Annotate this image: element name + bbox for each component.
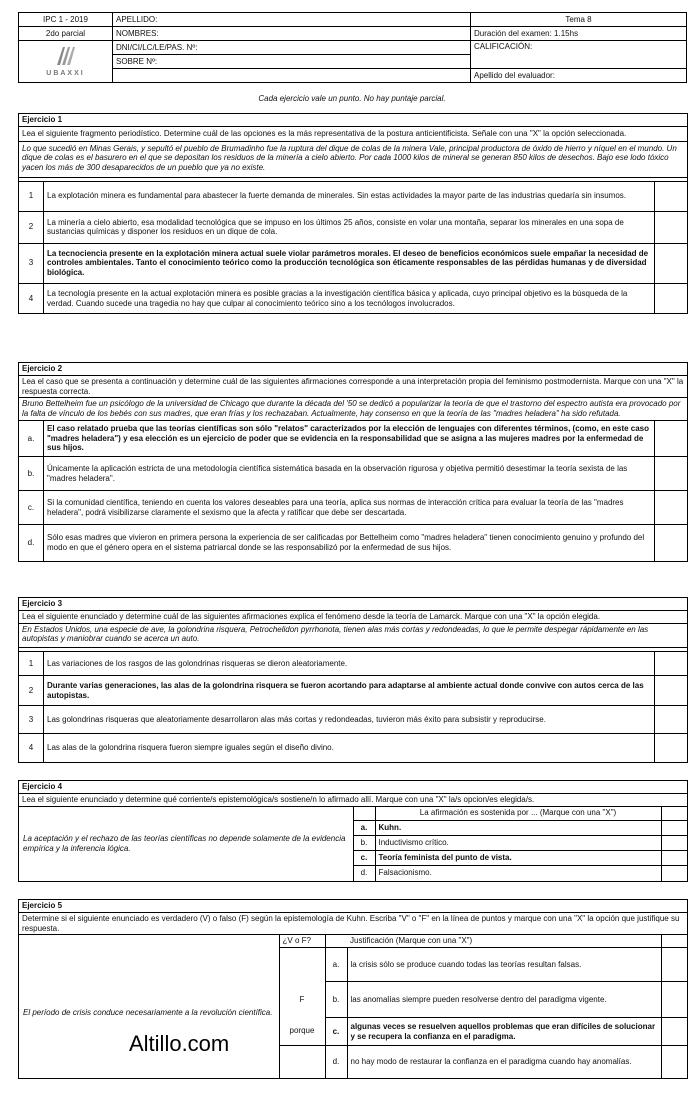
answer-box[interactable]: [661, 866, 687, 881]
answer-box[interactable]: [655, 181, 688, 211]
option-text: algunas veces se resuelven aquellos problemas que eran difíciles de solucionar y se recupera la confianza en el paradigma.: [347, 1018, 661, 1046]
answer-box[interactable]: [661, 1046, 687, 1078]
exercise-5-table: [19, 935, 687, 1077]
exam-label: 2do parcial: [19, 27, 113, 41]
nombres-field[interactable]: NOMBRES:: [113, 27, 471, 41]
option-number: 3: [19, 243, 44, 283]
option-text: Si la comunidad científica, teniendo en cuenta los valores deseables para una teoría, aplica sus normas de interacción crítica para evaluar la teoría de las "madres heladera", podrá visibilizarse claramente el sexismo que la afecta y ratificar que debe ser descartada.: [44, 491, 655, 525]
option-text: Sólo esas madres que vivieron en primera persona la experiencia de ser calificadas por Bettelheim como "madres heladera" tienen conocimiento genuino y profundo del modo en que el género opera en el sistema patriarcal donde se las responsabilizó por la enfermedad de sus hijos.: [44, 525, 655, 561]
watermark: Altillo.com: [129, 1030, 230, 1056]
option-letter: a.: [19, 421, 44, 457]
answer-box[interactable]: [661, 982, 687, 1018]
logo-text: UBAXXI: [46, 69, 85, 77]
evaluador-field[interactable]: Apellido del evaluador:: [471, 69, 687, 83]
answer-box[interactable]: [655, 706, 688, 734]
option-text: las anomalías siempre pueden resolverse dentro del paradigma vigente.: [347, 982, 661, 1018]
exercise-4-title: Ejercicio 4: [19, 781, 687, 794]
answer-box[interactable]: [661, 851, 687, 866]
answer-box[interactable]: [655, 734, 688, 762]
exercise-4-statement: La aceptación y el rechazo de las teorías científicas no depende solamente de la evidencia empírica y la inferencia lógica.: [19, 807, 353, 881]
answer-box[interactable]: [655, 525, 688, 561]
logo-emblem-icon: [51, 45, 81, 67]
option-letter: c.: [325, 1018, 347, 1046]
option-text: Las variaciones de los rasgos de las golondrinas risqueras se dieron aleatoriamente.: [44, 652, 655, 676]
exercise-2-text: Bruno Bettelheim fue un psicólogo de la universidad de Chicago que durante la década del '50 se dedicó a popularizar la teoría de que el trastorno del espectro autista era provocado por la falta de vínculo de los bebés con sus madres, que eran frías y los rechazaban. Actualmente, hay consenso en que la teoría de las "madres heladera" ha sido refutada.: [19, 398, 687, 421]
option-number: 1: [19, 652, 44, 676]
answer-box[interactable]: [655, 652, 688, 676]
exercise-1-text: Lo que sucedió en Minas Gerais, y sepultó el pueblo de Brumadinho fue la ruptura del dique de colas de la minera Vale, principal productora de óxido de hierro y níquel en el mundo. Un dique de colas es el basurero en el que se depositan los residuos de la minería a cielo abierto. Por cada 1000 kilos de mineral se generan 850 kilos de desechos. Bajo ese lodo tóxico yacen los más de 300 desaparecidos de un pueblo que ya no existe.: [19, 142, 687, 178]
porque-label: porque: [279, 1018, 325, 1046]
answer-box[interactable]: [655, 421, 688, 457]
answer-box[interactable]: [661, 836, 687, 851]
scoring-note: Cada ejercicio vale un punto. No hay puntaje parcial.: [258, 94, 446, 103]
vf-header: ¿V o F?: [279, 935, 325, 947]
exam-header: [18, 12, 687, 83]
option-letter: b.: [353, 836, 375, 851]
justification-header: Justificación (Marque con una "X"): [347, 935, 661, 947]
answer-box[interactable]: [655, 491, 688, 525]
option-letter: a.: [325, 948, 347, 982]
exercise-2-options: [19, 421, 687, 561]
exercise-5-cell: [19, 948, 279, 1078]
answer-box[interactable]: [655, 283, 688, 313]
option-letter: b.: [19, 457, 44, 491]
duracion-label: Duración del examen: 1.15hs: [471, 27, 687, 41]
option-letter: d.: [325, 1046, 347, 1078]
option-text: Teoría feminista del punto de vista.: [375, 851, 661, 866]
option-letter: c.: [19, 491, 44, 525]
course-label: IPC 1 - 2019: [19, 13, 113, 27]
answer-box[interactable]: [655, 211, 688, 243]
exercise-4-col-header: La afirmación es sostenida por ... (Marque con una "X"): [375, 807, 661, 821]
option-text: no hay modo de restaurar la confianza en el paradigma cuando hay anomalías.: [347, 1046, 661, 1078]
blank-field: [113, 69, 471, 83]
exercise-1-options: [19, 181, 687, 314]
option-number: 2: [19, 676, 44, 706]
option-letter: d.: [19, 525, 44, 561]
option-text: Las alas de la golondrina risquera fueron siempre iguales según el diseño divino.: [44, 734, 655, 762]
option-number: 4: [19, 283, 44, 313]
option-number: 2: [19, 211, 44, 243]
option-text: Durante varias generaciones, las alas de la golondrina risquera se fueron acortando para adaptarse al ambiente actual donde convive con autos cerca de las autopistas.: [44, 676, 655, 706]
tema-label: Tema 8: [471, 13, 687, 27]
answer-box[interactable]: [661, 821, 687, 836]
calificacion-field[interactable]: CALIFICACIÓN:: [471, 41, 687, 69]
exercise-3-title: Ejercicio 3: [19, 598, 687, 611]
option-letter: c.: [353, 851, 375, 866]
apellido-field[interactable]: APELLIDO:: [113, 13, 471, 27]
answer-box[interactable]: [655, 243, 688, 283]
exercise-5: [18, 899, 688, 1079]
exercise-4-instructions: Lea el siguiente enunciado y determine qué corriente/s epistemológica/s sostiene/n lo afirmado allí. Marque con una "X" la/s opcion/es elegida/s.: [19, 794, 687, 807]
vf-answer[interactable]: F: [279, 982, 325, 1018]
option-letter: a.: [353, 821, 375, 836]
option-text: la crisis sólo se produce cuando todas las teorías resultan falsas.: [347, 948, 661, 982]
option-text: Kuhn.: [375, 821, 661, 836]
option-text: Las golondrinas risqueras que aleatoriamente desarrollaron alas más cortas y redondeadas, tuvieron más éxito para subsistir y reproducirse.: [44, 706, 655, 734]
exercise-3-text: En Estados Unidos, una especie de ave, la golondrina risquera, Petrochelidon pyrrhonota, tienen alas más cortas y redondeadas, lo que le permite despegar rápidamente en las autopistas y maniobrar cuando se acerca un auto.: [19, 624, 687, 649]
option-text: La tecnociencia presente en la explotación minera actual suele violar parámetros morales. El deseo de beneficios económicos suele empañar la necesidad de controles ambientales. Tanto el conocimiento teórico como la producción tecnológica son éticamente responsables de las pérdidas humanas y de diversidad biológica.: [44, 243, 655, 283]
exercise-2: [18, 362, 688, 562]
option-letter: b.: [325, 982, 347, 1018]
option-text: La minería a cielo abierto, esa modalidad tecnológica que se impuso en los últimos 25 años, consiste en volar una montaña, separar los minerales en una sopa de sustancias químicas y disponer los residuos en un dique de cola.: [44, 211, 655, 243]
option-text: El caso relatado prueba que las teorías científicas son sólo "relatos" caracterizados por la elección de lenguajes con diferentes términos, (como, en este caso "madres heladera") y esa elección es un ejercicio de poder que se evidencia en la responsabilidad que se asigna a las mujeres madres por la enfermedad de sus hijos.: [44, 421, 655, 457]
exercise-2-instructions: Lea el caso que se presenta a continuación y determine cuál de las siguientes afirmaciones corresponde a una interpretación propia del feminismo postmodernista. Marque con una "X" la respuesta correcta.: [19, 376, 687, 399]
answer-box[interactable]: [655, 457, 688, 491]
exercise-4: [18, 780, 688, 882]
answer-box[interactable]: [661, 948, 687, 982]
exercise-3-instructions: Lea el siguiente enunciado y determine cuál de las siguientes afirmaciones explica el fenómeno desde la teoría de Lamarck. Marque con una "X" la opción elegida.: [19, 611, 687, 624]
exercise-5-title: Ejercicio 5: [19, 900, 687, 913]
exercise-1-title: Ejercicio 1: [19, 114, 687, 127]
dni-field[interactable]: DNI/CI/LC/LE/PAS. Nº:: [113, 41, 471, 55]
option-text: Únicamente la aplicación estricta de una metodología científica sistemática basada en la observación rigurosa y objetiva permitió desestimar la teoría sexista de las "madres heladera".: [44, 457, 655, 491]
option-number: 3: [19, 706, 44, 734]
exercise-3: [18, 597, 688, 763]
exercise-3-options: [19, 651, 687, 762]
option-text: La explotación minera es fundamental para abastecer la fuerte demanda de minerales. Sin estas actividades la mayor parte de las industrias quedaría sin insumos.: [44, 181, 655, 211]
option-number: 1: [19, 181, 44, 211]
answer-box[interactable]: [661, 1018, 687, 1046]
uba-logo: [19, 41, 113, 83]
option-number: 4: [19, 734, 44, 762]
option-text: Inductivismo crítico.: [375, 836, 661, 851]
option-letter: d.: [353, 866, 375, 881]
answer-box[interactable]: [655, 676, 688, 706]
exercise-5-instructions: Determine si el siguiente enunciado es verdadero (V) o falso (F) según la epistemología de Kuhn. Escriba "V" o "F" en la línea de puntos y marque con una "X" la opción que justifique su respuesta.: [19, 913, 687, 936]
exercise-5-statement: El período de crisis conduce necesariamente a la revolución científica.: [23, 1007, 273, 1017]
exercise-1: [18, 113, 688, 314]
sobre-field[interactable]: SOBRE Nº:: [113, 55, 471, 69]
exercise-1-instructions: Lea el siguiente fragmento periodístico. Determine cuál de las opciones es la más representativa de la postura anticientificista. Señale con una "X" la opción seleccionada.: [19, 127, 687, 142]
exercise-4-table: [19, 807, 687, 881]
option-text: La tecnología presente en la actual explotación minera es posible gracias a la investigación científica básica y aplicada, cuyo principal objetivo es la búsqueda de la verdad. Cuando sucede una tragedia no hay que culpar al conocimiento teórico sino a los tecnólogos involucrados.: [44, 283, 655, 313]
option-text: Falsacionismo.: [375, 866, 661, 881]
exercise-2-title: Ejercicio 2: [19, 363, 687, 376]
